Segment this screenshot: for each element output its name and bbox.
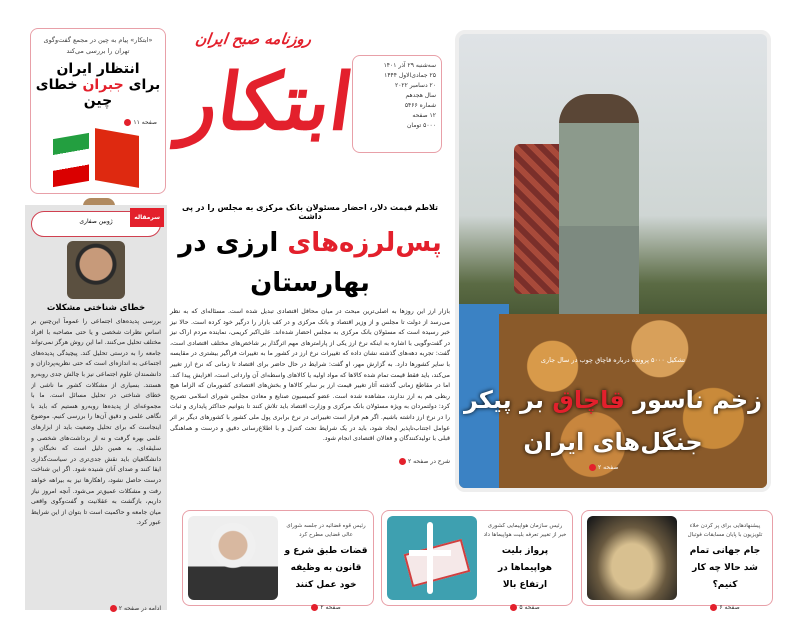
page-ref[interactable]: صفحه ۱۱	[124, 119, 157, 126]
box-headline: پرواز بلیت هواپیماها در ارتفاع بالا	[498, 546, 552, 590]
ranger-figure	[559, 94, 639, 334]
masthead-logo: روزنامه صبح ایران ابتکار	[174, 30, 359, 148]
airplane-ticket-photo	[387, 516, 477, 600]
lead-body: بازار ارز این روزها به اصلی‌ترین مبحث در میان محافل اقتصادی تبدیل شده است. مسئاله‌ای که به نظر می‌رسد از دولت تا مجلس و از وزیر اقتصاد و بانک مرکزی و در کف بازار را درگیر خود کرده است. حالا نیز خبر رسیده است که مسئولان بانک مرکزی به مجلس احضار شده‌اند. علی‌اکبر کریمی، نماینده مردم اراک نیز در گفت‌وگویی با اشاره به اینکه نرخ ارز یکی از پارامترهای مهم اثرگذار بر شاخص‌های مختلف اقتصادی است، گفت: تجربه دهه‌های گذشته نشان داده که تغییرات نرخ ارز در کشور ما به تغییرات فراگیر بیشتری در مقایسه با سایر کشورها دارد. به گزارش مهر، او گفت: شرایط در حال حاضر برای اقتصاد تا زمانی که نرخ ارز تغییر می‌کند، باید فقط قیمت تمام شده کالاها که مواد اولیه یا کالاهای واسطه‌ای آن وارداتی است، افزایش پیدا کند. اما در مقاطع زمانی گذشته آثار تغییر قیمت ارز بر سایر کالاها و بخش‌های اقتصادی کشورمان که الزاما هیچ ربطی هم به ارز ندارند، مشاهده شده است. عضو کمیسیون صنایع و معادن مجلس شورای اسلامی تصریح کرد: دولتمردان به ویژه مسئولان بانک مرکزی و وزارت اقتصاد باید تلاش کنند تا بتوانیم حداکثر پایداری و ثبات را در نرخ ارز داشته باشیم. اگر هم قرار است تغییراتی در نرخ برابری پول ملی کشور با کشورهای دیگر بر اثر عوامل اجتناب‌ناپذیر ایجاد شود، باید در یک شرایط تحت کنترل و با اطلاع‌رسانی دقیق و درست و هماهنگی قبلی با تولیدکنندگان و فعالان اقتصادی انجام شود.	[170, 308, 450, 443]
teaser-headline-2: برای جبران خطای چین	[35, 77, 161, 109]
lead-headline: پس‌لرزه‌های ارزی در بهارستان	[178, 228, 442, 298]
box-kicker: پیشنهادهایی برای پر کردن خلاء تلویزیون با پایان مسابقات فوتبال	[687, 523, 763, 538]
flags-icon	[31, 128, 165, 208]
page-ref[interactable]: صفحه ۲	[589, 464, 618, 471]
story-box-judiciary[interactable]	[182, 510, 374, 611]
box-headline: جام جهانی تمام شد حالا چه کار کنیم؟	[689, 546, 761, 590]
lead-story[interactable]	[170, 203, 450, 503]
column-title: خطای شناختی مشکلات	[46, 303, 146, 313]
editorial-column[interactable]	[25, 205, 167, 610]
story-box-airfare[interactable]	[381, 510, 573, 611]
judiciary-chief-photo	[188, 516, 278, 600]
column-body: بررسی پدیده‌های اجتماعی را عموماً این‌چنین بر اساس نظرات شخصی و یا حتی مصاحبه با افراد مختلف تحلیل می‌کنند. اما این روش هرگز نمی‌تواند جامعه را به درستی تحلیل کند. پیچیدگی پدیده‌های اجتماعی به اندازه‌ای است که حتی نظریه‌پردازان و دانشمندان علوم اجتماعی نیز با چالش جدی روبه‌رو هستند. بسیاری از مشکلات کشور ما ناشی از خطای شناختی در تحلیل مسائل است. ما با مجموعه‌ای از پدیده‌ها روبه‌رو هستیم که باید با نگاهی علمی و دقیق آن‌ها را بررسی کنیم. موضوع اینجاست که برای تحلیل وضعیت باید از ابزارهای علمی بهره گرفت و نه از برداشت‌های شخصی و سلیقه‌ای. به همین دلیل است که نخبگان و دانشگاهیان باید نقش جدی‌تری در سیاست‌گذاری ایفا کنند و صدای آنان شنیده شود. اگر این شناخت درست حاصل نشود، راهکارها نیز به بیراهه خواهد رفت و مشکلات عمیق‌تر می‌شود. آنچه امروز نیاز داریم، بازگشت به عقلانیت و گفت‌وگوی واقعی میان جامعه و حاکمیت است تا بتوان از این شرایط عبور کرد.	[31, 318, 161, 527]
continued-link[interactable]: ادامه در صفحه ۲	[110, 605, 161, 612]
author-box: ژوبین صفاری سرمقاله	[31, 211, 161, 237]
box-kicker: رئیس سازمان هواپیمایی کشوری خبر از تغییر تعرفه بلیت هواپیماها داد	[483, 523, 567, 538]
page-ref[interactable]: صفحه ۶	[710, 604, 739, 611]
author-photo	[67, 241, 125, 299]
photo-caption: تشکیل ۵۰۰۰ پرونده درباره قاچاق چوب در سال جاری	[540, 356, 686, 364]
teaser-headline: انتظار ایران	[56, 61, 140, 77]
china-teaser[interactable]	[30, 28, 166, 194]
photo-headline: زخم ناسور قاچاق بر پیکر جنگل‌های ایران	[464, 386, 762, 456]
editorial-label: سرمقاله	[130, 208, 164, 227]
page-ref[interactable]: صفحه ۵	[510, 604, 539, 611]
issue-info: سه‌شنبه ۲۹ آذر ۱۴۰۱ ۲۵ جمادی‌الاول ۱۴۴۴ ۲۰ دسامبر ۲۰۲۲ سال هجدهم شماره ۵۴۶۶ ۱۲ صفحه ۵۰۰۰ تومان	[352, 55, 442, 153]
lead-subtitle: تلاطم قیمت دلار، احضار مسئولان بانک مرکزی به مجلس را در پی داشت	[181, 203, 439, 221]
stadium-photo	[587, 516, 677, 600]
story-box-worldcup[interactable]	[581, 510, 773, 611]
cover-photo-story[interactable]	[455, 30, 771, 492]
continued-link[interactable]: شرح در صفحه ۲	[399, 458, 450, 465]
page-ref[interactable]: صفحه ۲	[311, 604, 340, 611]
box-headline: قضات طبق شرع و قانون به وظیفه خود عمل کنند	[284, 546, 368, 590]
box-kicker: رئیس قوه قضائیه در جلسه شورای عالی قضایی مطرح کرد	[286, 523, 366, 538]
teaser-kicker: «ابتکار» پیام به چین در مجمع گفت‌وگوی تهران را بررسی می‌کند	[43, 36, 153, 55]
